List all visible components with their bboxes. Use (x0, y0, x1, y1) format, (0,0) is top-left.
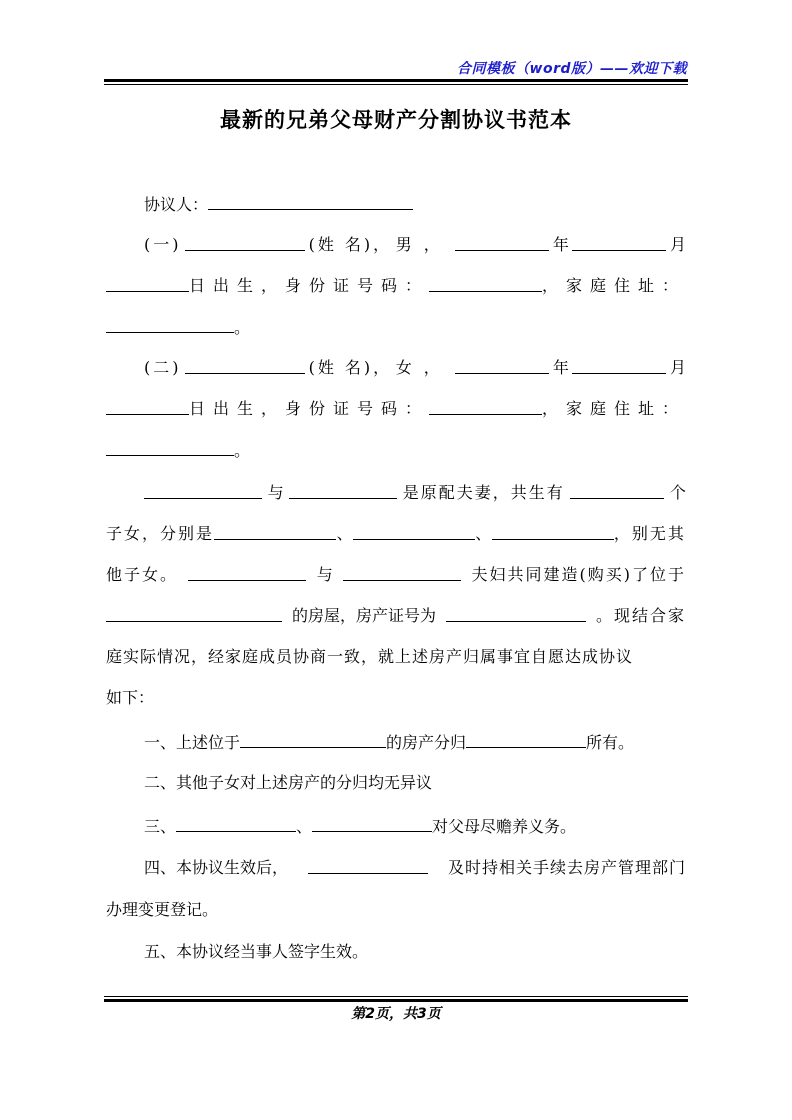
body-line3 (106, 562, 686, 588)
clause-4-cont (106, 897, 686, 923)
person1-month: 月 (669, 235, 686, 254)
blank-field (289, 480, 397, 499)
header-rule-thin (104, 84, 688, 85)
footer-rule-thin (104, 996, 688, 997)
body-sep2: 、 (475, 524, 492, 543)
blank-field (570, 480, 664, 499)
clause-1 (106, 729, 686, 755)
person2-line2 (106, 396, 686, 422)
clause-1-start: 一、上述位于 (144, 733, 241, 752)
person1-line1 (106, 232, 686, 258)
blank-field (106, 314, 234, 333)
blank-field (185, 355, 305, 374)
blank-field (106, 396, 189, 415)
person2-line3 (106, 437, 686, 463)
person1-home: ，家庭住址： (541, 276, 686, 295)
person1-end: 。 (234, 318, 251, 337)
body-p5: 庭实际情况，经家庭成员协商一致，就上述房产归属事宜自愿达成协议 (106, 647, 634, 666)
body-p6: 如下： (106, 688, 155, 707)
person1-line3 (106, 314, 686, 340)
clause-2 (106, 770, 686, 796)
person2-home: ，家庭住址： (541, 399, 686, 418)
person2-index: (二) (144, 358, 182, 377)
person1-index: (一) (144, 235, 182, 254)
blank-field (312, 813, 432, 832)
blank-field (572, 355, 666, 374)
body-p2-start: 子女，分别是 (106, 524, 215, 543)
clause-5 (106, 939, 686, 965)
clause-3 (106, 813, 686, 839)
person2-birth: 日出生，身份证号码： (188, 399, 429, 418)
clause-5-text: 五、本协议经当事人签字生效。 (144, 942, 369, 961)
person2-gender: 女， (395, 358, 452, 377)
person2-month: 月 (669, 358, 686, 377)
blank-field (466, 729, 586, 748)
blank-field (106, 603, 282, 622)
blank-field (429, 273, 542, 292)
clause-4-cont-text: 办理变更登记。 (106, 900, 219, 919)
clause-3-end: 对父母尽赡养义务。 (432, 817, 577, 836)
person1-birth: 日出生，身份证号码： (188, 276, 429, 295)
body-line5 (106, 644, 686, 670)
body-mid: 是原配夫妻，共生有 (402, 483, 565, 502)
body-line2 (106, 521, 686, 547)
clause-3-start: 三、 (144, 817, 177, 836)
body-p3-with: 与 (316, 565, 333, 584)
person2-line1 (106, 355, 686, 381)
clause-4-start: 四、本协议生效后， (144, 858, 289, 877)
blank-field (446, 603, 586, 622)
person1-year: 年 (552, 235, 569, 254)
document-title: 最新的兄弟父母财产分割协议书范本 (220, 107, 572, 132)
body-line6 (106, 685, 686, 711)
blank-field (106, 437, 234, 456)
blank-field (176, 813, 296, 832)
blank-field (185, 232, 305, 251)
blank-field (308, 855, 428, 874)
blank-field (208, 191, 413, 210)
body-sep1: 、 (336, 524, 353, 543)
footer-rule-thick (104, 999, 688, 1002)
body-line1 (106, 480, 686, 506)
header-rule-thick (104, 79, 688, 82)
body-p3-start: 他子女。 (106, 565, 179, 584)
body-end: 个 (669, 483, 686, 502)
person1-gender: 男， (395, 235, 452, 254)
blank-field (353, 521, 475, 540)
clause-1-mid: 的房产分归 (386, 733, 467, 752)
body-line4 (106, 603, 686, 629)
person1-name-label: (姓 名)， (308, 235, 393, 254)
party-label: 协议人： (144, 195, 209, 214)
blank-field (240, 729, 386, 748)
blank-field (144, 480, 262, 499)
person2-name-label: (姓 名)， (308, 358, 393, 377)
party-line (106, 191, 686, 217)
body-p4-mid: 的房屋，房产证号为 (291, 606, 436, 625)
person2-end: 。 (234, 441, 251, 460)
clause-4-end: 及时持相关手续去房产管理部门 (447, 858, 686, 877)
person1-line2 (106, 273, 686, 299)
blank-field (429, 396, 542, 415)
body-with: 与 (267, 483, 284, 502)
person2-year: 年 (552, 358, 569, 377)
body-p2-end: ，别无其 (613, 524, 686, 543)
blank-field (343, 562, 461, 581)
clause-4 (106, 855, 686, 881)
blank-field (106, 273, 189, 292)
blank-field (188, 562, 306, 581)
blank-field (492, 521, 614, 540)
blank-field (214, 521, 336, 540)
clause-3-sep: 、 (296, 817, 313, 836)
clause-2-text: 二、其他子女对上述房产的分归均无异议 (144, 773, 433, 792)
blank-field (455, 355, 549, 374)
body-p4-end: 。现结合家 (595, 606, 686, 625)
page-number: 第2页，共3页 (351, 1006, 441, 1022)
body-p3-end: 夫妇共同建造(购买)了位于 (471, 565, 686, 584)
header-text: 合同模板（word版）——欢迎下载 (457, 61, 687, 77)
blank-field (455, 232, 549, 251)
blank-field (572, 232, 666, 251)
clause-1-end: 所有。 (586, 733, 635, 752)
